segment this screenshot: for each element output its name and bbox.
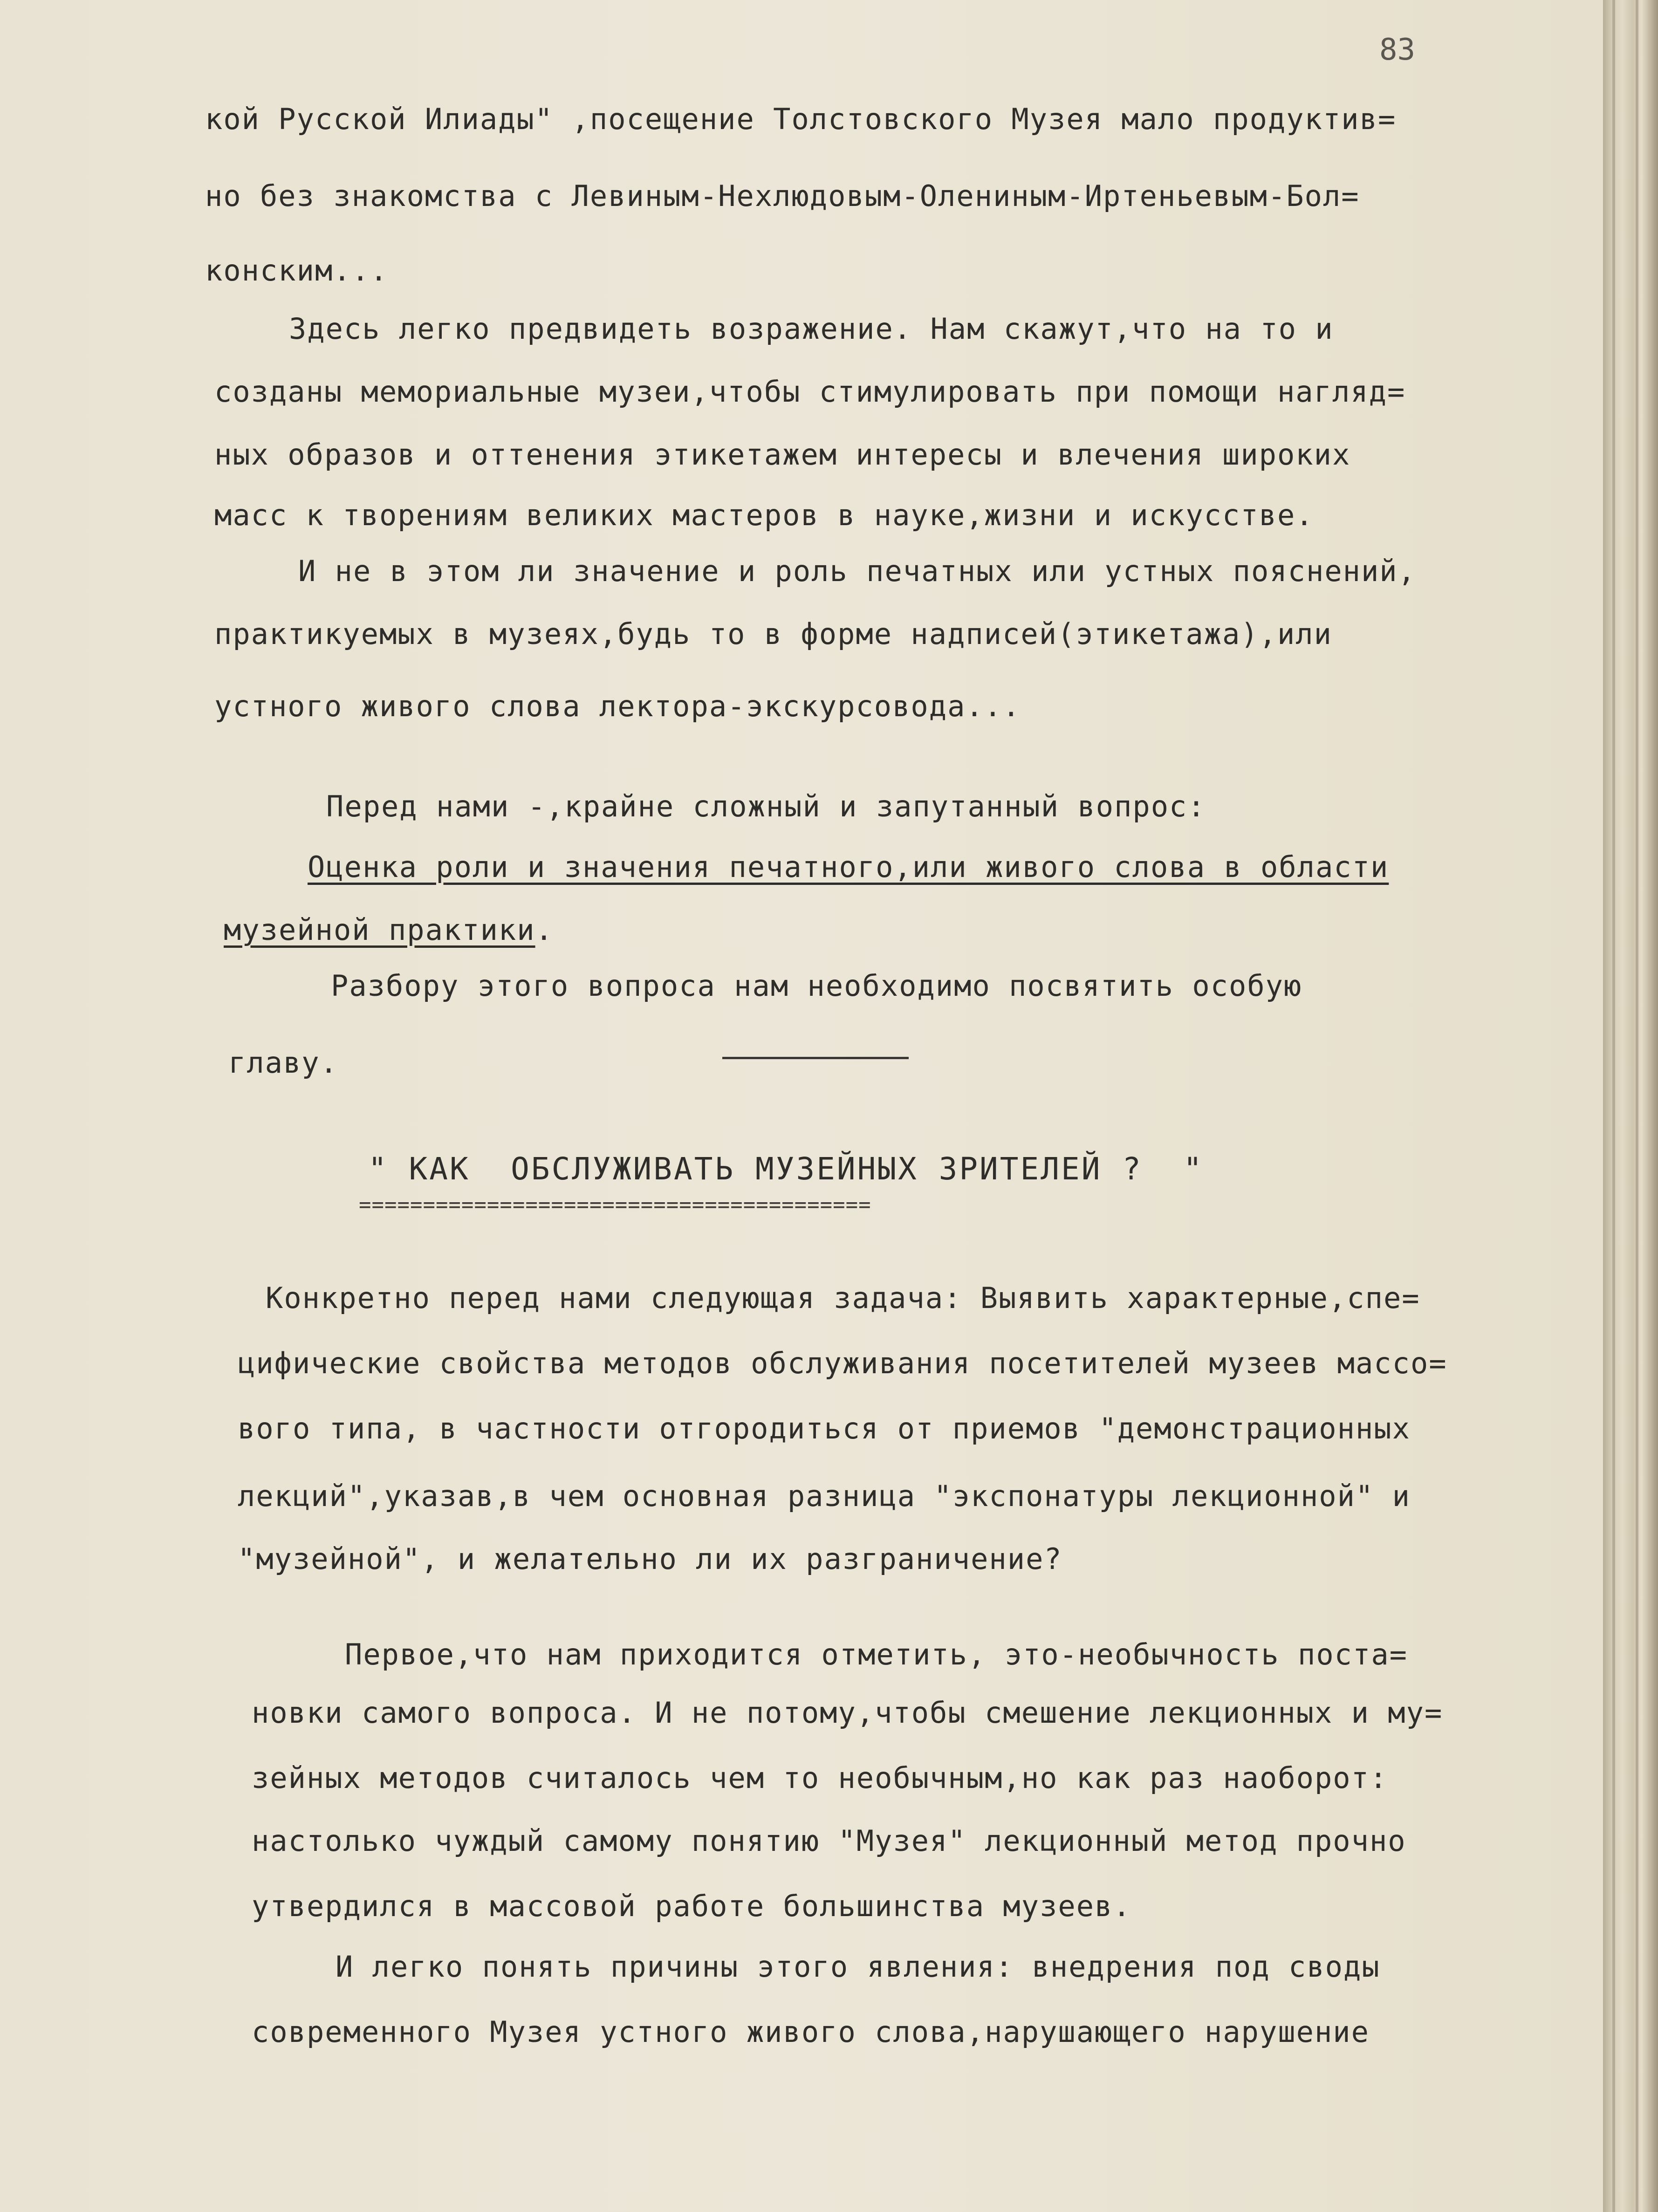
text-line: Разбору этого вопроса нам необходимо посвятить особую xyxy=(331,969,1302,1003)
text-line: созданы мемориальные музеи,чтобы стимулировать при помощи нагляд= xyxy=(214,375,1406,409)
section-heading: " КАК ОБСЛУЖИВАТЬ МУЗЕЙНЫХ ЗРИТЕЛЕЙ ? " xyxy=(368,1151,1204,1187)
text-line: И легко понять причины этого явления: внедрения под своды xyxy=(336,1950,1380,1984)
underlined-line: Оценка роли и значения печатного,или живого слова в области xyxy=(308,850,1389,884)
underlined-phrase: музейной практики xyxy=(224,913,535,947)
heading-double-underline: ======================================== xyxy=(359,1193,871,1217)
text-line: устного живого слова лектора-экскурсовода... xyxy=(214,689,1021,723)
text-line: масс к творениям великих мастеров в науке,жизни и искусстве. xyxy=(214,498,1314,532)
section-divider xyxy=(722,1057,909,1059)
trailing-period: . xyxy=(535,913,554,947)
text-line: лекций",указав,в чем основная разница "экспонатуры лекционной" и xyxy=(238,1479,1411,1513)
text-line: цифические свойства методов обслуживания посетителей музеев массо= xyxy=(238,1346,1447,1380)
text-line: главу. xyxy=(228,1046,338,1080)
page-number: 83 xyxy=(1379,33,1416,67)
text-line: Перед нами -,крайне сложный и запутанный вопрос: xyxy=(326,789,1206,823)
text-line: вого типа, в частности отгородиться от приемов "демонстрационных xyxy=(238,1411,1411,1445)
text-line: Первое,что нам приходится отметить, это-необычность поста= xyxy=(345,1637,1408,1671)
text-line: И не в этом ли значение и роль печатных или устных пояснений, xyxy=(298,554,1416,588)
text-line: Здесь легко предвидеть возражение. Нам скажут,что на то и xyxy=(289,312,1334,346)
spine-line xyxy=(1612,0,1615,2212)
text-line: но без знакомства с Левиным-Нехлюдовым-Олениным-Иртеньевым-Бол= xyxy=(205,179,1360,213)
spine-line xyxy=(1636,0,1638,2212)
text-line: зейных методов считалось чем то необычным,но как раз наоборот: xyxy=(252,1761,1388,1795)
text-line: настолько чуждый самому понятию "Музея" лекционный метод прочно xyxy=(252,1824,1406,1858)
text-line: современного Музея устного живого слова,нарушающего нарушение xyxy=(252,2015,1370,2049)
text-line: "музейной", и желательно ли их разграничение? xyxy=(238,1542,1062,1576)
text-line: Конкретно перед нами следующая задача: Выявить характерные,спе= xyxy=(266,1281,1420,1315)
text-line: кой Русской Илиады" ,посещение Толстовского Музея мало продуктив= xyxy=(205,102,1397,136)
text-line: новки самого вопроса. И не потому,чтобы смешение лекционных и му= xyxy=(252,1696,1443,1730)
binding-spine xyxy=(1603,0,1658,2212)
text-line xyxy=(224,913,554,947)
text-line: утвердился в массовой работе большинства музеев. xyxy=(252,1889,1131,1923)
text-line: ных образов и оттенения этикетажем интересы и влечения широких xyxy=(214,438,1351,472)
text-line: практикуемых в музеях,будь то в форме надписей(этикетажа),или xyxy=(214,617,1332,651)
text-line: конским... xyxy=(205,253,389,288)
